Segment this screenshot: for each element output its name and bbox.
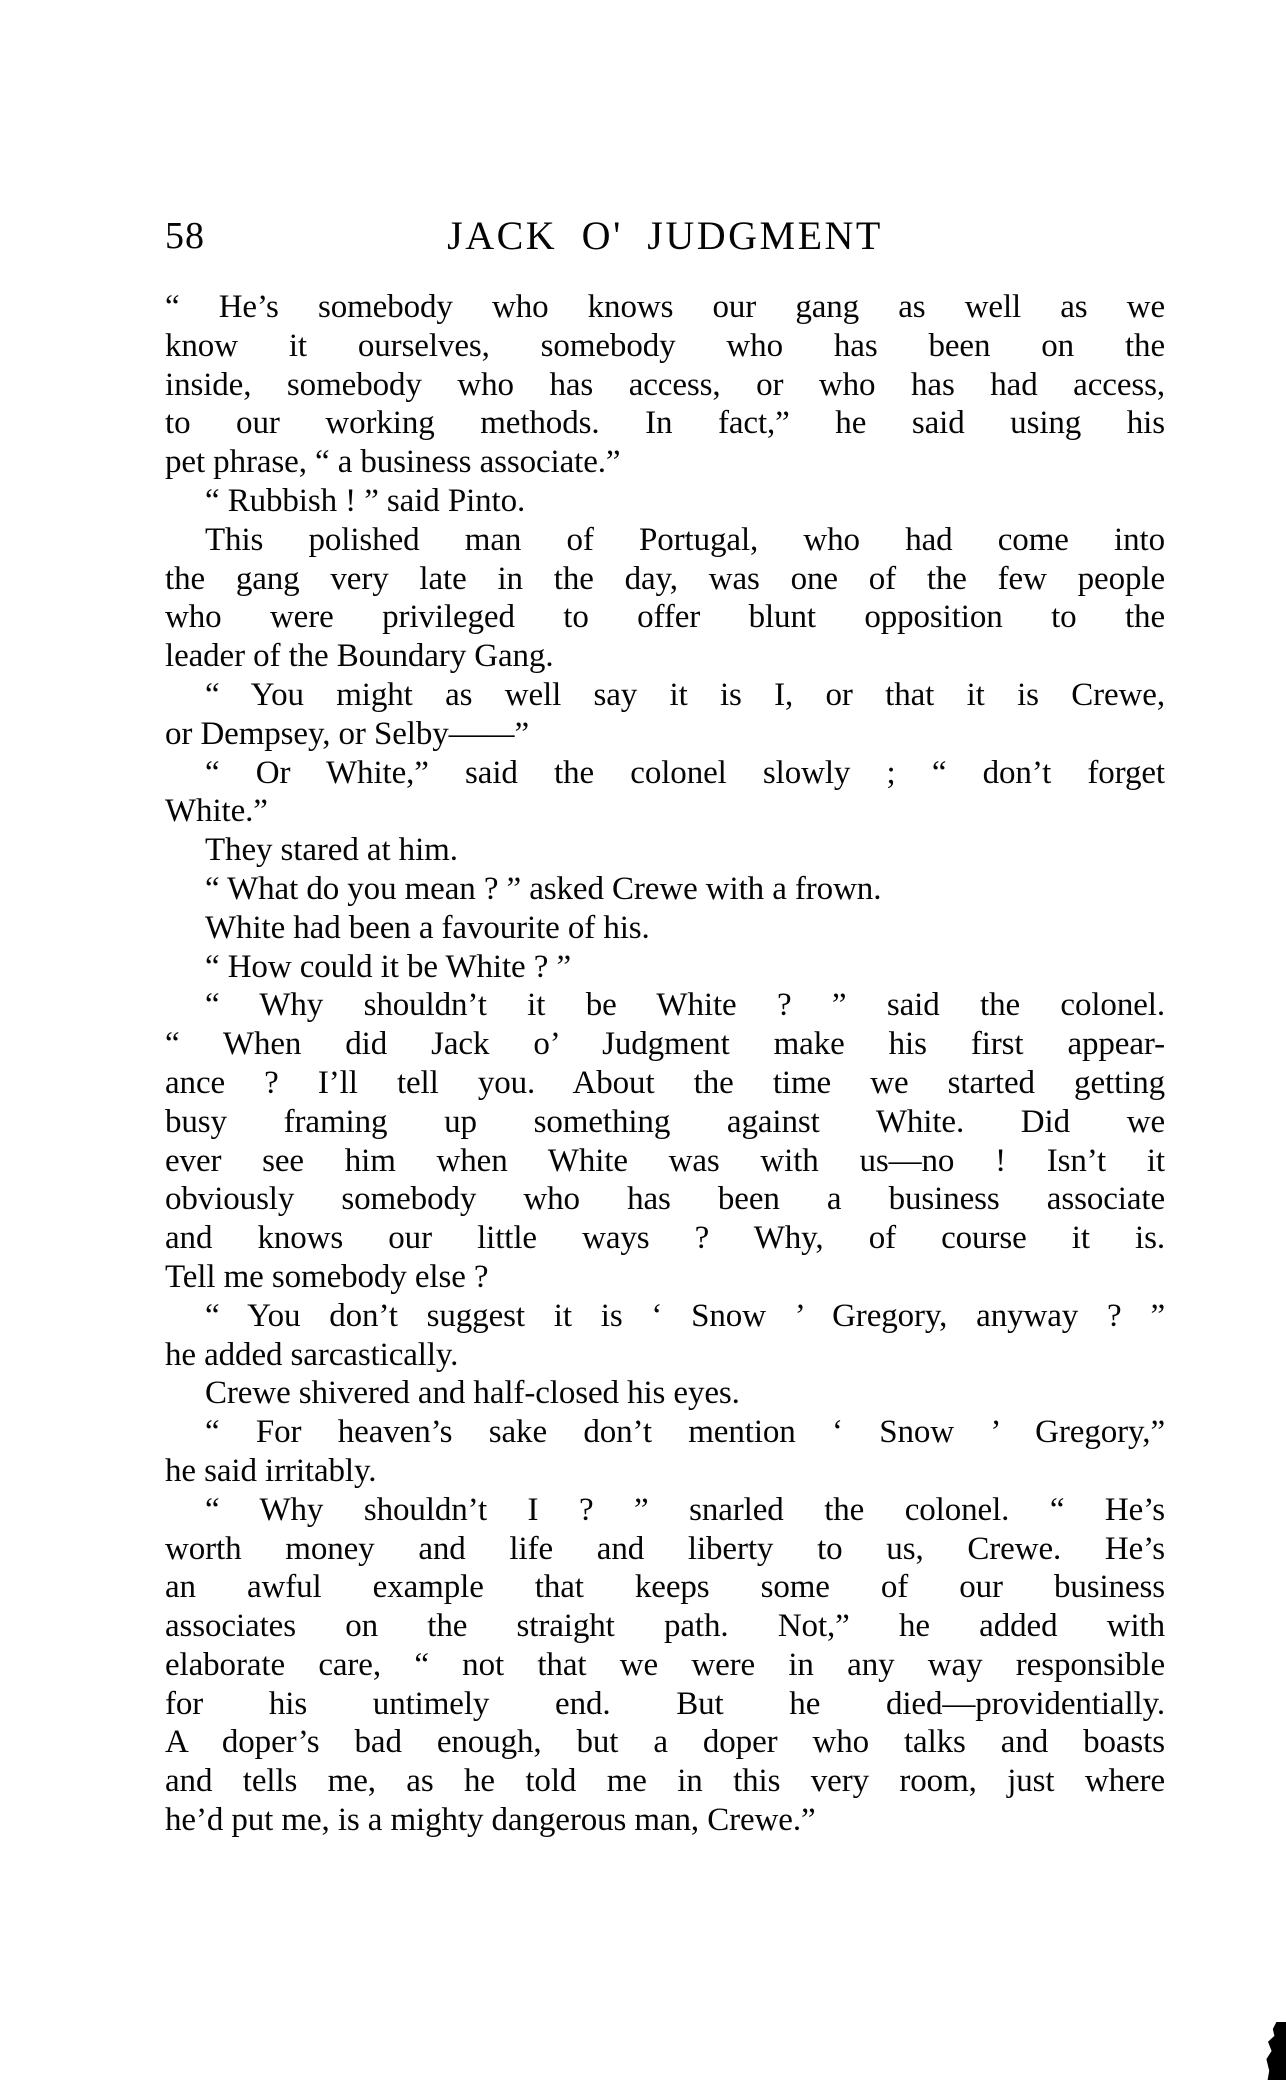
paragraph — [165, 676, 1165, 754]
text-line: “ He’s somebody who knows our gang as well as we — [165, 289, 1165, 325]
text-line: pet phrase, “ a business associate.” — [165, 444, 621, 481]
text-line: leader of the Boundary Gang. — [165, 638, 554, 675]
paragraph — [165, 831, 1165, 870]
text-line: “ When did Jack o’ Judgment make his first appear- — [165, 1026, 1165, 1063]
book-title: JACK O' JUDGMENT — [447, 213, 883, 258]
text-line: busy framing up something against White. Did we — [165, 1103, 1165, 1140]
text-line: ever see him when White was with us—no ! Isn’t it — [165, 1142, 1165, 1179]
text-line: “ Why shouldn’t it be White ? ” said the colonel. — [205, 987, 1165, 1024]
paragraph — [165, 754, 1165, 832]
page-header — [165, 212, 1165, 262]
paragraph — [165, 870, 1165, 909]
text-line: and tells me, as he told me in this very room, just where — [165, 1763, 1165, 1800]
paragraph — [165, 1413, 1165, 1491]
text-line: he added sarcastically. — [165, 1336, 459, 1373]
text-line: associates on the straight path. Not,” he added with — [165, 1608, 1165, 1645]
text-line: “ You might as well say it is I, or that it is Crewe, — [205, 676, 1165, 713]
paragraph — [165, 1491, 1165, 1840]
text-line: know it ourselves, somebody who has been on the — [165, 327, 1165, 364]
text-line: ance ? I’ll tell you. About the time we started getting — [165, 1064, 1165, 1101]
paragraph — [165, 948, 1165, 987]
text-line: inside, somebody who has access, or who has had access, — [165, 366, 1165, 403]
text-line: They stared at him. — [205, 832, 458, 869]
text-line: Crewe shivered and half-closed his eyes. — [205, 1375, 740, 1412]
page-number: 58 — [165, 215, 205, 257]
text-line: This polished man of Portugal, who had come into — [205, 521, 1165, 558]
text-line: “ What do you mean ? ” asked Crewe with a frown. — [205, 870, 882, 907]
text-line: an awful example that keeps some of our business — [165, 1569, 1165, 1606]
paragraph — [165, 1297, 1165, 1375]
paragraph — [165, 521, 1165, 676]
paragraph — [165, 288, 1165, 482]
text-line: “ For heaven’s sake don’t mention ‘ Snow ’ Gregory,” — [205, 1414, 1165, 1451]
text-line: obviously somebody who has been a business associate — [165, 1181, 1165, 1218]
paragraph — [165, 482, 1165, 521]
paragraph — [165, 1374, 1165, 1413]
text-line: worth money and life and liberty to us, Crewe. He’s — [165, 1530, 1165, 1567]
text-line: or Dempsey, or Selby——” — [165, 715, 529, 752]
text-block — [165, 288, 1165, 1840]
text-line: White had been a favourite of his. — [205, 909, 650, 946]
text-line: “ You don’t suggest it is ‘ Snow ’ Gregory, anyway ? ” — [205, 1297, 1165, 1334]
text-line: “ Rubbish ! ” said Pinto. — [205, 482, 526, 519]
text-line: the gang very late in the day, was one of the few people — [165, 560, 1165, 597]
text-line: Tell me somebody else ? — [165, 1258, 489, 1295]
text-line: “ Or White,” said the colonel slowly ; “ don’t forget — [205, 754, 1165, 791]
text-line: elaborate care, “ not that we were in any way responsible — [165, 1646, 1165, 1683]
text-line: “ How could it be White ? ” — [205, 948, 571, 985]
text-line: for his untimely end. But he died—providentially. — [165, 1685, 1165, 1722]
text-line: “ Why shouldn’t I ? ” snarled the colonel. “ He’s — [205, 1491, 1165, 1528]
text-line: he said irritably. — [165, 1452, 377, 1489]
text-line: A doper’s bad enough, but a doper who talks and boasts — [165, 1724, 1165, 1761]
text-line: and knows our little ways ? Why, of course it is. — [165, 1220, 1165, 1257]
text-line: who were privileged to offer blunt opposition to the — [165, 599, 1165, 636]
paragraph — [165, 986, 1165, 1296]
text-line: to our working methods. In fact,” he said using his — [165, 405, 1165, 442]
paragraph — [165, 909, 1165, 948]
text-line: he’d put me, is a mighty dangerous man, Crewe.” — [165, 1802, 816, 1839]
ink-blot-artifact — [1266, 2022, 1286, 2080]
text-line: White.” — [165, 793, 268, 830]
